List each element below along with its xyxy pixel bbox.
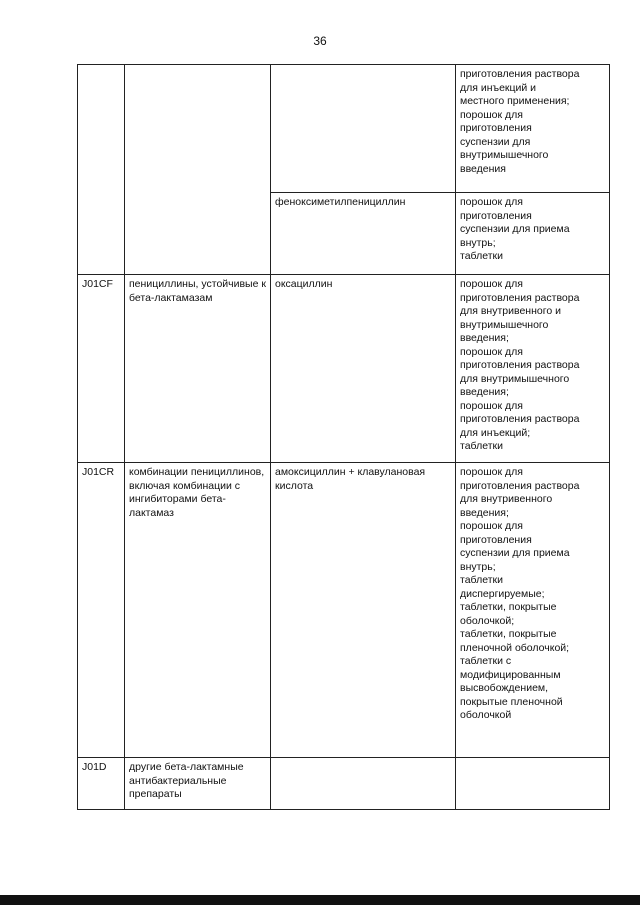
dosage-form-line: приготовления	[460, 209, 532, 222]
dosage-form-line: порошок для	[460, 196, 523, 208]
dosage-form-line: порошок для	[460, 466, 523, 478]
atc-code-cell: J01CF	[78, 275, 125, 463]
dosage-form-line: оболочкой	[460, 709, 512, 721]
dosage-form-line: введения;	[460, 332, 509, 344]
dosage-form-line: таблетки	[460, 440, 503, 452]
dosage-form-cell	[456, 463, 610, 758]
dosage-form-line: введения;	[460, 506, 509, 519]
dosage-form-line: приготовления раствора	[460, 359, 580, 371]
dosage-form-line: пленочной оболочкой;	[460, 641, 570, 654]
dosage-form-line: для инъекций;	[460, 426, 531, 439]
drug-name-cell: оксациллин	[271, 275, 456, 463]
dosage-form-line: приготовления	[460, 533, 532, 546]
table-row	[78, 65, 610, 193]
dosage-form-line: порошок для	[460, 520, 523, 532]
dosage-form-line: приготовления раствора	[460, 413, 580, 425]
drug-table-body	[78, 65, 610, 810]
atc-code-cell	[78, 65, 125, 275]
atc-code-cell: J01CR	[78, 463, 125, 758]
dosage-form-line: введения;	[460, 386, 509, 398]
dosage-form-line: для внутривенного	[460, 493, 553, 505]
dosage-form-line: суспензии для приема	[460, 547, 570, 559]
dosage-form-line: приготовления раствора	[460, 479, 580, 492]
group-name-cell: другие бета-лактамные антибактериальные препараты	[125, 758, 271, 810]
dosage-form-line: суспензии для	[460, 135, 531, 148]
dosage-form-cell	[456, 65, 610, 193]
table-row	[78, 275, 610, 463]
dosage-form-line: внутрь;	[460, 560, 496, 573]
page-number: 36	[313, 34, 327, 48]
dosage-form-line: таблетки	[460, 250, 503, 262]
scan-edge-bar	[0, 895, 640, 905]
dosage-form-line: внутрь;	[460, 236, 496, 249]
dosage-form-line: высвобождением,	[460, 682, 549, 694]
dosage-form-line: приготовления раствора	[460, 291, 580, 304]
dosage-form-line: таблетки	[460, 574, 503, 586]
dosage-form-line: оболочкой;	[460, 614, 515, 627]
dosage-form-line: диспергируемые;	[460, 587, 545, 600]
table-row	[78, 463, 610, 758]
atc-code-cell: J01D	[78, 758, 125, 810]
drug-name-cell: феноксиметилпенициллин	[271, 193, 456, 275]
drug-table	[77, 64, 610, 810]
dosage-form-line: для внутримышечного	[460, 372, 570, 385]
dosage-form-line: суспензии для приема	[460, 223, 570, 235]
dosage-form-line: порошок для	[460, 345, 523, 358]
dosage-form-cell	[456, 758, 610, 810]
dosage-form-cell	[456, 275, 610, 463]
group-name-cell: комбинации пенициллинов, включая комбинации с ингибиторами бета-лактамаз	[125, 463, 271, 758]
dosage-form-line: порошок для	[460, 108, 523, 121]
dosage-form-line: внутримышечного	[460, 318, 549, 331]
dosage-form-line: таблетки с	[460, 655, 512, 667]
dosage-form-line: приготовления	[460, 122, 532, 134]
dosage-form-line: порошок для	[460, 399, 523, 412]
dosage-form-cell	[456, 193, 610, 275]
group-name-cell	[125, 65, 271, 275]
group-name-cell: пенициллины, устойчивые к бета-лактамазам	[125, 275, 271, 463]
dosage-form-line: приготовления раствора	[460, 68, 580, 80]
dosage-form-line: для внутривенного и	[460, 305, 561, 317]
drug-name-cell	[271, 758, 456, 810]
dosage-form-line: порошок для	[460, 278, 523, 290]
dosage-form-line: для инъекций и	[460, 81, 537, 94]
dosage-form-line: местного применения;	[460, 95, 570, 107]
dosage-form-line: введения	[460, 162, 506, 175]
dosage-form-line: модифицированным	[460, 668, 561, 681]
dosage-form-line: внутримышечного	[460, 149, 549, 161]
dosage-form-line: таблетки, покрытые	[460, 601, 557, 613]
table-row	[78, 758, 610, 810]
dosage-form-line: таблетки, покрытые	[460, 628, 557, 640]
drug-name-cell: амоксициллин + клавулановая кислота	[271, 463, 456, 758]
drug-name-cell	[271, 65, 456, 193]
dosage-form-line: покрытые пленочной	[460, 695, 563, 708]
